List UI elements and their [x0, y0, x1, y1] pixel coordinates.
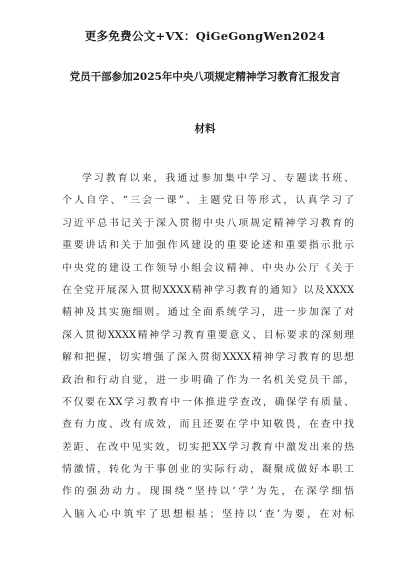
- body-line: 个人自学、“三会一课”、主题党日等形式，认真学习了: [62, 195, 354, 207]
- body-line: 入脑入心中筑牢了思想根基；坚持以‘查’为要，在对标: [62, 508, 354, 520]
- document-body: [62, 168, 354, 526]
- body-line: 查有力度、改有成效，而且还要在学中知敬畏，在查中找: [62, 419, 354, 431]
- body-line: 习近平总书记关于深入贯彻中央八项规定精神学习教育的: [62, 217, 354, 229]
- body-line: 重要讲话和关于加强作风建设的重要论述和重要指示批示: [62, 240, 354, 252]
- header-banner: 更多免费公文+VX：QiGeGongWen2024: [84, 29, 326, 43]
- body-line: 在全党开展深入贯彻XXXX精神学习教育的通知》以及XXXX: [62, 284, 354, 296]
- body-line: 作的强劲动力。现围绕“坚持以‘学’为先，在深学细悟: [62, 486, 354, 498]
- body-line: 深入贯彻XXXX精神学习教育重要意义、目标要求的深刻理: [62, 329, 354, 341]
- document-title: 党员干部参加2025年中央八项规定精神学习教育汇报发言: [69, 71, 341, 83]
- body-line: 解和把握，切实增强了深入贯彻XXXX精神学习教育的思想: [62, 352, 354, 364]
- body-line: 政治和行动自觉，进一步明确了作为一名机关党员干部，: [62, 374, 354, 386]
- body-line: 精神及其实施细则。通过全面系统学习，进一步加深了对: [62, 307, 354, 319]
- body-line: 不仅要在XX学习教育中一体推进学查改，确保学有质量、: [62, 396, 354, 408]
- body-line: 差距、在改中见实效，切实把XX学习教育中激发出来的热: [62, 441, 354, 453]
- body-line: 中央党的建设工作领导小组会议精神、中央办公厅《关于: [62, 262, 354, 274]
- body-line: 学习教育以来，我通过参加集中学习、专题读书班、: [82, 173, 354, 184]
- document-subtitle: 材料: [194, 123, 216, 135]
- body-line: 情激情，转化为干事创业的实际行动，凝聚成做好本职工: [62, 464, 354, 476]
